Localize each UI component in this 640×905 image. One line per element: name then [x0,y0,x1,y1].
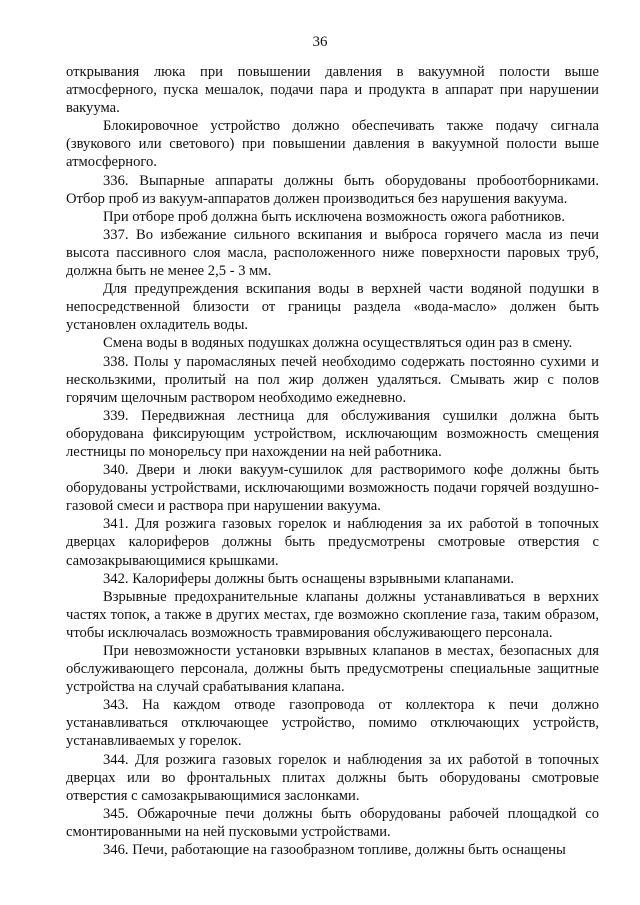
paragraph-339: 339. Передвижная лестница для обслуживания сушилки должна быть оборудована фиксирующим устройством, исключающим возможность смещения лестницы по монорельсу при нахождении на ней работника. [66,407,599,460]
paragraph-346: 346. Печи, работающие на газообразном топливе, должны быть оснащены [103,842,566,859]
paragraph-blocking-device-signal: Блокировочное устройство должно обеспечивать также подачу сигнала (звукового или светового) при повышении давления в вакуумной полости выше атмосферного. [66,118,599,171]
paragraph-continuation: открывания люка при повышении давления в вакуумной полости выше атмосферного, пуска мешалок, подачи пара и продукта в аппарат при нарушении вакуума. [66,64,599,117]
paragraph-342: 342. Калориферы должны быть оснащены взрывными клапанами. [103,570,515,587]
paragraph-338: 338. Полы у паромасляных печей необходимо содержать постоянно сухими и нескользкими, пролитый на пол жир должен удаляться. Смывать жир с полов горячим щелочным раствором необходимо ежедневно. [66,353,599,406]
paragraph-water-cooler: Для предупреждения вскипания воды в верхней части водяной подушки в непосредственной близости от границы раздела «вода-масло» должен быть установлен охладитель воды. [66,281,599,334]
paragraph-344: 344. Для розжига газовых горелок и наблюдения за их работой в топочных дверцах или во фронтальных плитах должны быть оборудованы смотровые отверстия с самозакрывающимися заслонками. [66,751,599,804]
paragraph-water-change: Смена воды в водяных подушках должна осуществляться один раз в смену. [103,335,573,352]
page-number: 36 [312,34,328,50]
paragraph-explosion-valves: Взрывные предохранительные клапаны должны устанавливаться в верхних частях топок, а также в других местах, где возможно скопление газа, таким образом, чтобы исключалась возможность травмирования обслуживающего персонала. [66,588,599,641]
paragraph-345: 345. Обжарочные печи должны быть оборудованы рабочей площадкой со смонтированными на ней пусковыми устройствами. [66,805,599,840]
paragraph-protective-devices: При невозможности установки взрывных клапанов в местах, безопасных для обслуживающего персонала, должны быть предусмотрены специальные защитные устройства на случай срабатывания клапана. [66,643,599,696]
paragraph-341: 341. Для розжига газовых горелок и наблюдения за их работой в топочных дверцах калориферов должны быть предусмотрены смотровые отверстия с самозакрывающимися крышками. [66,516,599,569]
paragraph-337: 337. Во избежание сильного вскипания и выброса горячего масла из печи высота пассивного слоя масла, расположенного ниже поверхности паровых труб, должна быть не менее 2,5 - 3 мм. [66,226,599,280]
paragraph-340: 340. Двери и люки вакуум-сушилок для растворимого кофе должны быть оборудованы устройствами, исключающими возможность подачи горячей воздушно-газовой смеси и раствора при нарушении вакуума. [66,462,599,515]
paragraph-343: 343. На каждом отводе газопровода от коллектора к печи должно устанавливаться отключающее устройство, помимо отключающих устройств, устанавливаемых у горелок. [66,697,599,750]
document-body [66,63,599,859]
paragraph-336: 336. Выпарные аппараты должны быть оборудованы пробоотборниками. Отбор проб из вакуум-аппаратов должен производиться без нарушения вакуума. [66,172,599,207]
paragraph-sampling-burn: При отборе проб должна быть исключена возможность ожога работников. [103,208,565,225]
